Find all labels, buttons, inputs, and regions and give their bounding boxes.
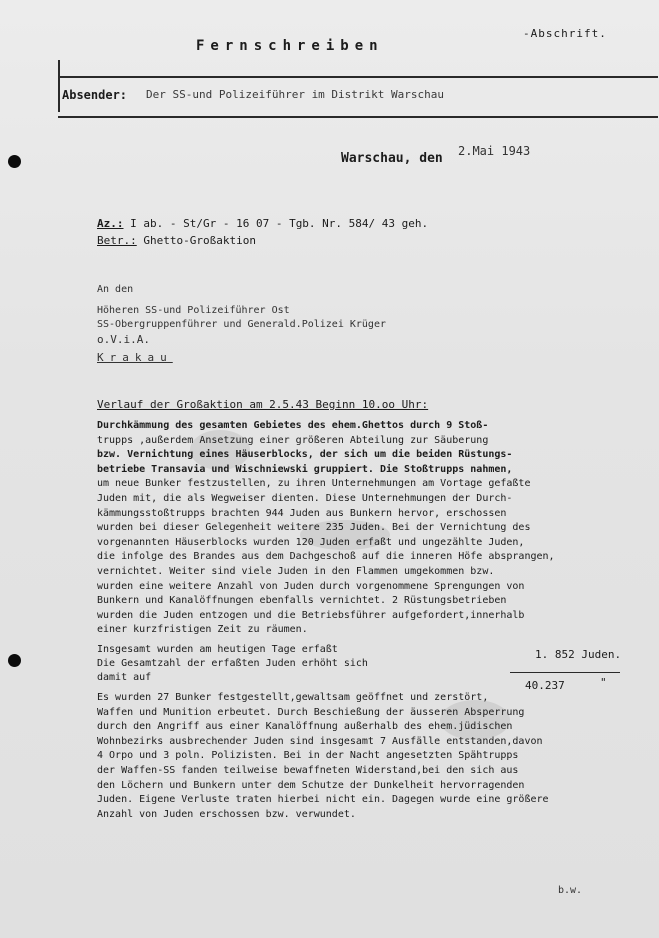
addressee-line-2: Höheren SS-und Polizeiführer Ost: [97, 305, 290, 316]
paragraph-line: Juden mit, die als Wegweiser dienten. Diese Unternehmungen der Durch-: [97, 492, 513, 504]
paragraph-line: wurden eine weitere Anzahl von Juden durch vorgenommene Sprengungen von: [97, 580, 525, 592]
totals-ditto-mark: ": [600, 676, 607, 689]
header-rule-bottom: [58, 116, 658, 118]
sender-label: Absender:: [62, 88, 128, 102]
paragraph-line: bzw. Vernichtung eines Häuserblocks, der sich um die beiden Rüstungs-: [97, 449, 513, 461]
paragraph-line: 4 Orpo und 3 poln. Polizisten. Bei in der Nacht angesetzten Spähtrupps: [97, 750, 519, 762]
az-label: Az.:: [97, 217, 124, 230]
addressee-line-3: SS-Obergruppenführer und Generald.Polizei Krüger: [97, 319, 386, 330]
paragraph-line: durch den Angriff aus einer Kanalöffnung außerhalb des ehem.jüdischen: [97, 721, 513, 733]
addressee-line-1: An den: [97, 284, 134, 295]
header-rule-left: [58, 60, 60, 112]
punch-hole-top: [8, 155, 21, 168]
paragraph-line: Waffen und Munition erbeutet. Durch Beschießung der äusseren Absperrung: [97, 706, 525, 718]
paragraph-line: vernichtet. Weiter sind viele Juden in den Flammen umgekommen bzw.: [97, 565, 495, 577]
totals-value-3: 40.237: [525, 679, 565, 692]
paragraph-line: der Waffen-SS fanden teilweise bewaffneten Widerstand,bei den sich aus: [97, 764, 519, 776]
totals-sum-rule: [510, 672, 620, 673]
paragraph-line: Durchkämmung des gesamten Gebietes des ehem.Ghettos durch 9 Stoß-: [97, 420, 489, 431]
sender-value: Der SS-und Polizeiführer im Distrikt Warschau: [146, 88, 445, 101]
copy-mark: -Abschrift.: [523, 27, 607, 40]
paragraph-line: betriebe Transavia und Wischniewski gruppiert. Die Stoßtrupps nahmen,: [97, 463, 513, 475]
subject-line: [97, 234, 256, 247]
header-rule-top: [58, 76, 658, 78]
paragraph-line: kämmungsstoßtrupps brachten 944 Juden aus Bunkern hervor, erschossen: [97, 507, 507, 519]
date-value: 2.Mai 1943: [458, 144, 531, 158]
reference-line: [97, 217, 428, 230]
place-label: Warschau, den: [341, 151, 443, 166]
paragraph-line: wurden die Juden entzogen und die Betriebsführer aufgefordert,innerhalb: [97, 609, 525, 621]
paragraph-line: Bunkern und Kanalöffnungen ebenfalls vernichtet. 2 Rüstungsbetrieben: [97, 595, 507, 607]
report-paragraph-2: [97, 691, 637, 822]
paragraph-line: Anzahl von Juden erschossen bzw. verwundet.: [97, 808, 356, 820]
paragraph-line: Wohnbezirks ausbrechender Juden sind insgesamt 7 Ausfälle entstanden,davon: [97, 735, 543, 747]
totals-label-2: Die Gesamtzahl der erfaßten Juden erhöht sich: [97, 658, 368, 669]
document-title: Fernschreiben: [196, 38, 384, 54]
paragraph-line: wurden bei dieser Gelegenheit weitere 235 Juden. Bei der Vernichtung des: [97, 522, 531, 534]
signature-mark: b.w.: [558, 885, 583, 896]
addressee-line-4: o.V.i.A.: [97, 333, 150, 346]
report-paragraph-1: [97, 419, 637, 638]
az-value: I ab. - St/Gr - 16 07 - Tgb. Nr. 584/ 43 geh.: [130, 217, 429, 230]
paragraph-line: trupps ,außerdem Ansetzung einer größeren Abteilung zur Säuberung: [97, 434, 489, 446]
addressee-city: Krakau: [97, 351, 173, 364]
paragraph-line: um neue Bunker festzustellen, zu ihren Unternehmungen am Vortage gefaßte: [97, 478, 531, 490]
paragraph-line: den Löchern und Bunkern unter dem Schutze der Dunkelheit hervorragenden: [97, 779, 525, 791]
paragraph-line: vorgenannten Häuserblocks wurden 120 Juden erfaßt und ungezählte Juden,: [97, 536, 525, 548]
betr-value: Ghetto-Großaktion: [143, 234, 256, 247]
totals-value-1: 1. 852 Juden.: [535, 648, 622, 661]
report-heading-text: Verlauf der Großaktion am 2.5.43 Beginn 10.oo Uhr:: [97, 398, 429, 411]
punch-hole-bottom: [8, 654, 21, 667]
paragraph-line: Juden. Eigene Verluste traten hierbei nicht ein. Dagegen wurde eine größere: [97, 794, 549, 806]
paragraph-line: die infolge des Brandes aus dem Dachgeschoß auf die inneren Höfe absprangen,: [97, 551, 555, 563]
paragraph-line: einer kurzfristigen Zeit zu räumen.: [97, 624, 308, 636]
paragraph-line: Es wurden 27 Bunker festgestellt,gewaltsam geöffnet und zerstört,: [97, 692, 489, 703]
totals-label-1: Insgesamt wurden am heutigen Tage erfaßt: [97, 644, 338, 655]
report-heading: [97, 398, 428, 411]
totals-label-3: damit auf: [97, 672, 152, 683]
betr-label: Betr.:: [97, 234, 137, 247]
